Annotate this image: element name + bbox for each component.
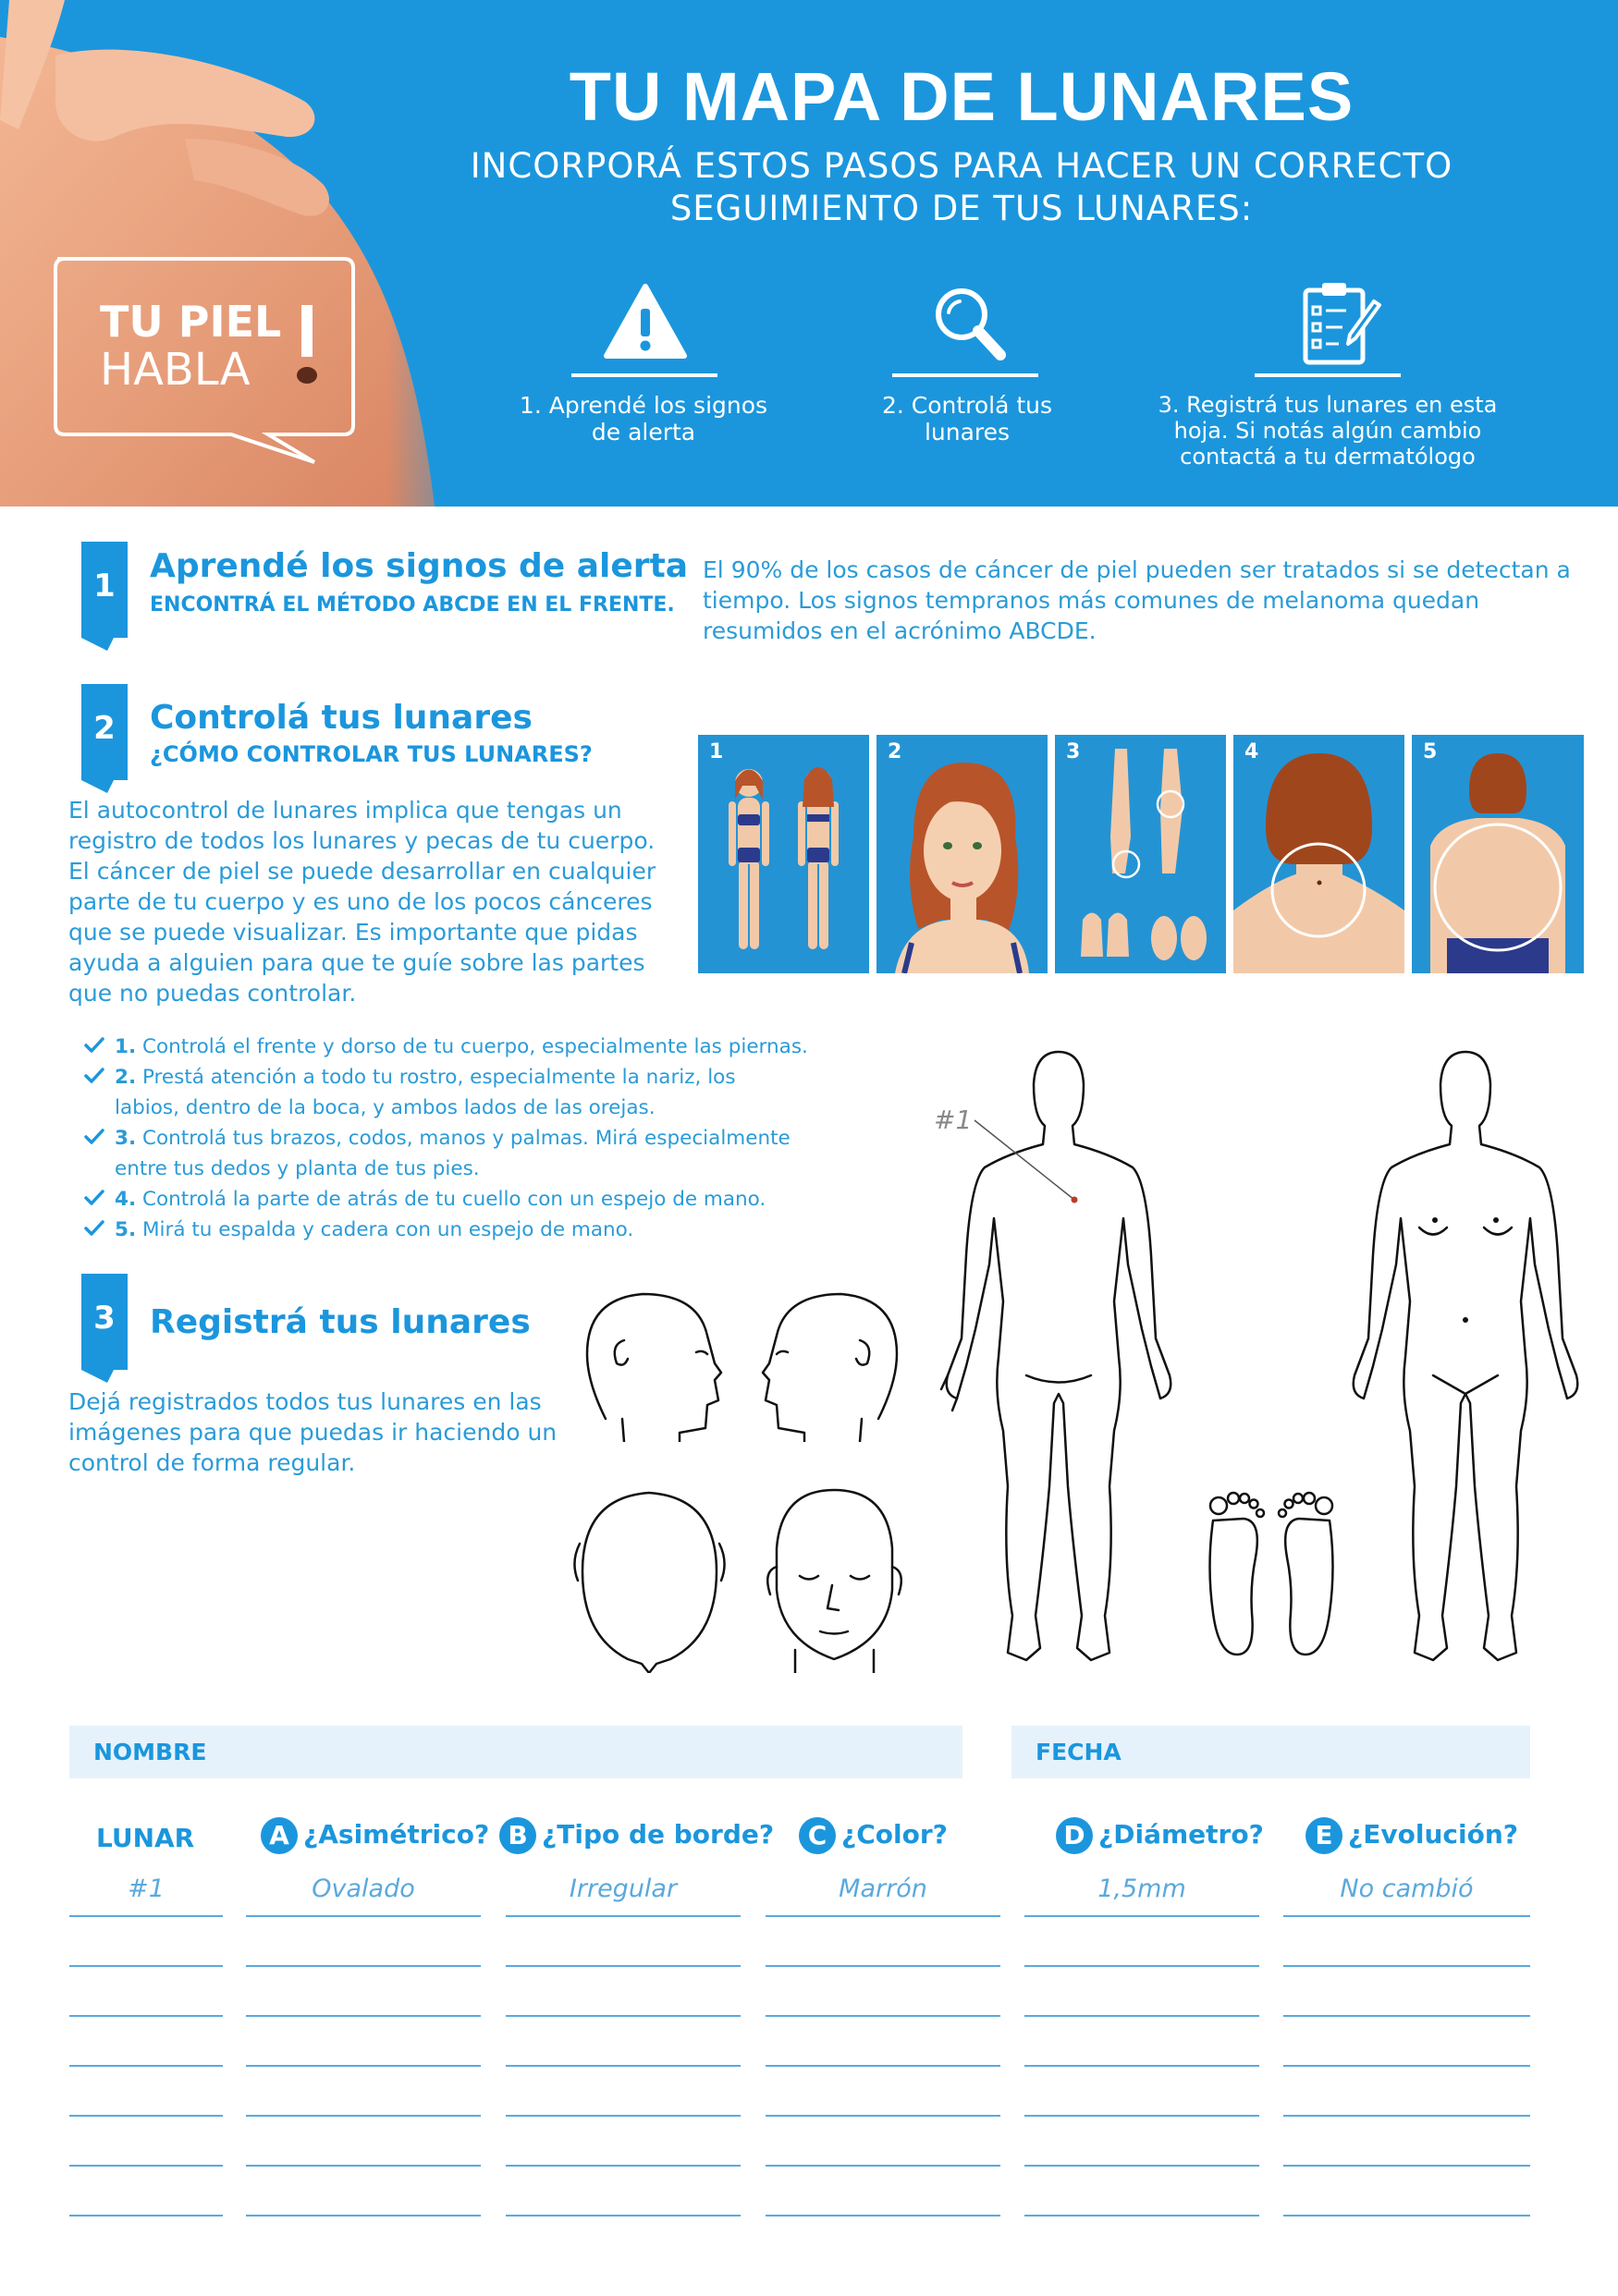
magnifier-icon <box>923 277 1015 370</box>
record-entry-line[interactable] <box>1024 1915 1259 1917</box>
panel-back: 5 <box>1412 735 1584 973</box>
subtitle-line2: SEGUIMIENTO DE TUS LUNARES: <box>669 189 1254 228</box>
record-entry-line[interactable] <box>766 2115 1000 2117</box>
check-icon <box>83 1126 105 1148</box>
record-entry-line[interactable] <box>1283 2015 1530 2017</box>
logo-text <box>100 298 281 394</box>
subtitle-line1: INCORPORÁ ESTOS PASOS PARA HACER UN CORRECTO <box>470 146 1453 186</box>
record-entry-line[interactable] <box>69 2115 223 2117</box>
checklist-item: 2. Prestá atención a todo tu rostro, especialmente la nariz, los labios, dentro de la boca, y ambos lados de las orejas. <box>115 1062 891 1123</box>
logo-line1: TU PIEL <box>100 297 282 347</box>
record-entry-line[interactable] <box>1024 2115 1259 2117</box>
record-entry-line[interactable] <box>1024 2065 1259 2067</box>
record-entry-line[interactable] <box>1024 2015 1259 2017</box>
col-header-evolution: E ¿Evolución? <box>1305 1817 1518 1854</box>
checklist-item: 1. Controlá el frente y dorso de tu cuerpo, especialmente las piernas. <box>115 1032 891 1062</box>
panel-face: 2 <box>876 735 1048 973</box>
section-1-subtitle: ENCONTRÁ EL MÉTODO ABCDE EN EL FRENTE. <box>150 593 675 617</box>
panel-limbs: 3 <box>1055 735 1226 973</box>
check-icon <box>83 1065 105 1087</box>
record-entry-line[interactable] <box>246 2215 481 2217</box>
record-entry-line[interactable] <box>766 2165 1000 2167</box>
record-entry-line[interactable] <box>506 1915 741 1917</box>
section-2-title: Controlá tus lunares <box>150 699 533 737</box>
checklist-item: 4. Controlá la parte de atrás de tu cuello con un espejo de mano. <box>115 1184 891 1215</box>
step-1-label: 1. Aprendé los signos de alerta <box>519 392 768 446</box>
record-entry-line[interactable] <box>69 2165 223 2167</box>
record-entry-line[interactable] <box>1024 1965 1259 1967</box>
example-cell: No cambió <box>1340 1875 1474 1903</box>
section-3-text: Dejá registrados todos tus lunares en las imágenes para que puedas ir haciendo un control de forma regular. <box>68 1388 558 1476</box>
mole-dot <box>297 367 317 384</box>
check-icon <box>83 1217 105 1240</box>
checklist <box>115 1032 891 1245</box>
col-header-diameter: D ¿Diámetro? <box>1056 1817 1264 1854</box>
example-cell: Irregular <box>569 1875 678 1903</box>
section-1-text: El 90% de los casos de cáncer de piel pueden ser tratados si se detectan a tiempo. Los signos tempranos más comunes de melanoma quedan resumidos en el acrónimo ABCDE. <box>703 556 1571 644</box>
step-3-label: 3. Registrá tus lunares en esta hoja. Si notás algún cambio contactá a tu dermatólogo <box>1158 392 1498 470</box>
warning-icon <box>599 277 692 370</box>
panel-full-body: 1 <box>698 735 869 973</box>
check-icon <box>83 1034 105 1056</box>
record-entry-line[interactable] <box>766 2065 1000 2067</box>
record-entry-line[interactable] <box>1283 2165 1530 2167</box>
name-field[interactable]: NOMBRE <box>69 1726 962 1778</box>
record-entry-line[interactable] <box>246 2115 481 2117</box>
record-entry-line[interactable] <box>246 2165 481 2167</box>
badge-tail <box>81 1370 128 1385</box>
col-header-color: C ¿Color? <box>799 1817 948 1854</box>
checklist-item: 3. Controlá tus brazos, codos, manos y palmas. Mirá especialmente entre tus dedos y planta de tus pies. <box>115 1123 891 1184</box>
record-entry-line[interactable] <box>766 2215 1000 2217</box>
clipboard-icon <box>1294 277 1387 370</box>
step-divider <box>571 373 717 377</box>
section-3-badge: 3 <box>81 1274 128 1370</box>
record-entry-line[interactable] <box>69 2215 223 2217</box>
record-entry-line[interactable] <box>1283 2065 1530 2067</box>
date-field[interactable]: FECHA <box>1011 1726 1530 1778</box>
record-entry-line[interactable] <box>1283 2115 1530 2117</box>
section-2-subtitle: ¿CÓMO CONTROLAR TUS LUNARES? <box>150 741 593 767</box>
example-cell: 1,5mm <box>1097 1875 1186 1903</box>
header-banner <box>0 0 1618 507</box>
check-icon <box>83 1187 105 1209</box>
record-entry-line[interactable] <box>1283 1915 1530 1917</box>
step-2-label: 2. Controlá tus lunares <box>881 392 1053 446</box>
body-front-view[interactable] <box>1331 1043 1600 1671</box>
record-entry-line[interactable] <box>506 2065 741 2067</box>
section-2-badge: 2 <box>81 684 128 780</box>
head-profile-left[interactable] <box>569 1280 730 1442</box>
record-entry-line[interactable] <box>1024 2215 1259 2217</box>
checklist-item: 5. Mirá tu espalda y cadera con un espejo de mano. <box>115 1215 891 1245</box>
logo-line2: HABLA <box>100 344 251 396</box>
record-entry-line[interactable] <box>766 1965 1000 1967</box>
record-entry-line[interactable] <box>246 2065 481 2067</box>
record-entry-line[interactable] <box>246 2015 481 2017</box>
col-header-asymmetry: A ¿Asimétrico? <box>261 1817 489 1854</box>
record-entry-line[interactable] <box>246 1965 481 1967</box>
feet-soles[interactable] <box>1193 1484 1350 1664</box>
marker-line <box>971 1117 1082 1209</box>
record-entry-line[interactable] <box>506 2115 741 2117</box>
logo-exclamation <box>301 305 313 357</box>
record-entry-line[interactable] <box>69 1965 223 1967</box>
panel-neck: 4 <box>1233 735 1404 973</box>
example-cell: Ovalado <box>312 1875 415 1903</box>
step-divider <box>1255 373 1401 377</box>
section-3-title: Registrá tus lunares <box>150 1303 531 1341</box>
section-1-title: Aprendé los signos de alerta <box>150 547 689 585</box>
badge-tail <box>81 638 128 653</box>
record-entry-line[interactable] <box>506 2165 741 2167</box>
record-entry-line[interactable] <box>246 1915 481 1917</box>
record-entry-line[interactable] <box>506 2215 741 2217</box>
shoulder-photo <box>0 0 518 507</box>
record-entry-line[interactable] <box>69 1915 223 1917</box>
record-entry-line[interactable] <box>69 2065 223 2067</box>
record-entry-line[interactable] <box>506 1965 741 1967</box>
col-header-lunar: LUNAR <box>96 1823 195 1853</box>
record-entry-line[interactable] <box>506 2015 741 2017</box>
section-2-text: El autocontrol de lunares implica que tengas un registro de todos los lunares y pecas de tu cuerpo. El cáncer de piel se puede desarrollar en cualquier parte de tu cuerpo y es uno de los pocos cánceres que se puede visualizar. Es importante que pidas ayuda a alguien para que te guíe sobre las partes que no puedas controlar. <box>68 797 656 1007</box>
example-cell: Marrón <box>839 1875 927 1903</box>
section-1-badge: 1 <box>81 542 128 638</box>
col-header-border: B ¿Tipo de borde? <box>499 1817 774 1854</box>
record-entry-line[interactable] <box>766 1915 1000 1917</box>
head-profile-right[interactable] <box>754 1280 915 1442</box>
record-entry-line[interactable] <box>1283 2215 1530 2217</box>
page-title: TU MAPA DE LUNARES <box>569 58 1354 135</box>
step-divider <box>892 373 1038 377</box>
example-cell: #1 <box>128 1875 165 1903</box>
record-entry-line[interactable] <box>766 2015 1000 2017</box>
head-front-view[interactable] <box>754 1479 915 1673</box>
head-top-view[interactable] <box>569 1479 730 1673</box>
record-entry-line[interactable] <box>1283 1965 1530 1967</box>
record-entry-line[interactable] <box>69 2015 223 2017</box>
record-entry-line[interactable] <box>1024 2165 1259 2167</box>
badge-tail <box>81 780 128 795</box>
marker-label: #1 <box>934 1105 973 1135</box>
